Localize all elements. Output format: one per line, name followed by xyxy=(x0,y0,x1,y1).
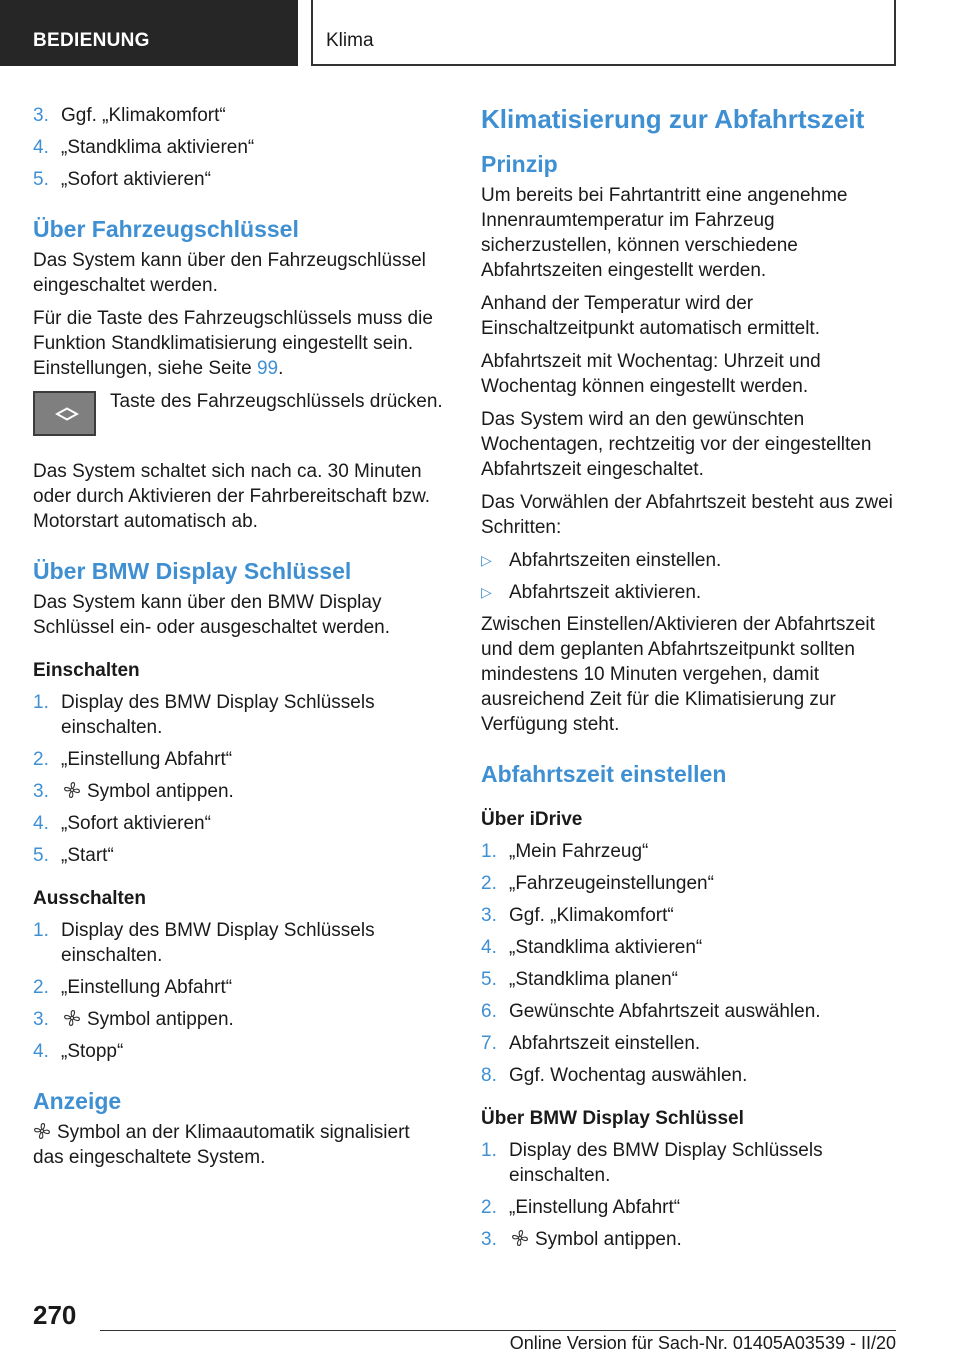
step-text: „Standklima aktivieren“ xyxy=(509,937,703,958)
list-item xyxy=(481,839,896,864)
step-text: Symbol antippen. xyxy=(87,1009,234,1030)
step-text: „Standklima planen“ xyxy=(509,969,678,990)
footer-divider xyxy=(100,1330,896,1331)
key-button-text: Taste des Fahrzeugschlüssels drücken. xyxy=(110,391,443,412)
step-number: 6. xyxy=(481,1001,497,1022)
section-tab: BEDIENUNG xyxy=(0,0,298,66)
principle-paragraph-5: Das Vorwählen der Abfahrtszeit besteht aus zwei Schritten: xyxy=(481,492,893,538)
step-text: „Mein Fahrzeug“ xyxy=(509,841,649,862)
step-number: 3. xyxy=(481,1229,497,1250)
list-item xyxy=(33,1007,443,1032)
list-item xyxy=(481,1195,896,1220)
step-text: Gewünschte Abfahrtszeit auswählen. xyxy=(509,1001,821,1022)
step-number: 2. xyxy=(33,977,49,998)
step-number: 1. xyxy=(33,920,49,941)
key-paragraph-2 xyxy=(33,306,443,381)
footer-edition-text: Online Version für Sach-Nr. 01405A03539 - II/20 xyxy=(509,1333,896,1353)
step-number: 8. xyxy=(481,1065,497,1086)
step-number: 4. xyxy=(481,937,497,958)
list-item xyxy=(481,1031,896,1056)
step-number: 5. xyxy=(33,845,49,866)
bullet-text: Abfahrtszeit aktivieren. xyxy=(509,582,702,603)
idrive-steps xyxy=(481,839,896,1088)
step-number: 2. xyxy=(481,1197,497,1218)
step-text: Display des BMW Display Schlüssels einschalten. xyxy=(509,1140,823,1186)
step-number: 2. xyxy=(33,749,49,770)
key-diamond-icon xyxy=(55,407,79,421)
step-number: 4. xyxy=(33,137,49,158)
switch-off-heading: Ausschalten xyxy=(33,888,146,909)
step-text: Symbol antippen. xyxy=(87,781,234,802)
intro-steps xyxy=(33,103,443,192)
principle-paragraph-4: Das System wird an den gewünschten Wochentagen, rechtzeitig vor der eingestellten Abfahrtszeit eingeschaltet. xyxy=(481,409,872,480)
step-text: „Einstellung Abfahrt“ xyxy=(509,1197,681,1218)
triangle-bullet-icon: ▷ xyxy=(481,552,492,568)
principle-paragraph-3: Abfahrtszeit mit Wochentag: Uhrzeit und Wochentag können eingestellt werden. xyxy=(481,351,821,397)
list-item xyxy=(33,747,443,772)
steps-bullet-list xyxy=(481,548,896,605)
list-item xyxy=(481,935,896,960)
list-item xyxy=(481,903,896,928)
list-item xyxy=(481,1138,896,1188)
page-link[interactable]: 99 xyxy=(256,358,279,379)
list-item xyxy=(481,1227,896,1252)
list-item xyxy=(481,967,896,992)
page-number: 270 xyxy=(33,1300,77,1330)
key-paragraph-2-end: . xyxy=(278,358,284,379)
bullet-text: Abfahrtszeiten einstellen. xyxy=(509,550,722,571)
key-button-row xyxy=(33,389,443,445)
list-item xyxy=(481,548,896,573)
step-text: „Sofort aktivieren“ xyxy=(61,169,211,190)
key-paragraph-1: Das System kann über den Fahrzeugschlüssel eingeschaltet werden. xyxy=(33,250,426,296)
list-item xyxy=(481,580,896,605)
step-number: 7. xyxy=(481,1033,497,1054)
list-item xyxy=(481,1063,896,1088)
list-item xyxy=(33,135,443,160)
step-text: Ggf. „Klimakomfort“ xyxy=(61,105,226,126)
list-item xyxy=(33,1039,443,1064)
step-text: Ggf. „Klimakomfort“ xyxy=(509,905,674,926)
step-text: „Einstellung Abfahrt“ xyxy=(61,749,233,770)
switch-off-steps xyxy=(33,918,443,1064)
chapter-title: Klima xyxy=(311,0,896,66)
switch-on-steps xyxy=(33,690,443,868)
set-departure-heading: Abfahrtszeit einstellen xyxy=(481,761,727,787)
display-key-steps xyxy=(481,1138,896,1252)
display-key-heading: Über BMW Display Schlüssel xyxy=(33,558,352,584)
principle-paragraph-2: Anhand der Temperatur wird der Einschaltzeitpunkt automatisch ermittelt. xyxy=(481,293,820,339)
indicator-heading: Anzeige xyxy=(33,1088,122,1114)
step-text: „Stopp“ xyxy=(61,1041,124,1062)
list-item xyxy=(33,811,443,836)
fan-icon xyxy=(511,1229,529,1247)
key-paragraph-3: Das System schaltet sich nach ca. 30 Minuten oder durch Aktivieren der Fahrbereitschaft bzw. Motorstart automatisch ab. xyxy=(33,461,431,532)
principle-heading: Prinzip xyxy=(481,151,558,177)
step-number: 4. xyxy=(33,1041,49,1062)
step-text: „Sofort aktivieren“ xyxy=(61,813,211,834)
step-number: 3. xyxy=(33,781,49,802)
list-item xyxy=(33,779,443,804)
step-number: 2. xyxy=(481,873,497,894)
step-text: „Fahrzeugeinstellungen“ xyxy=(509,873,714,894)
principle-paragraph-6: Zwischen Einstellen/Aktivieren der Abfahrtszeit und dem geplanten Abfahrtszeitpunkt sollten mindestens 10 Minuten vergehen, damit ausreichend Zeit für die Klimatisierung zur Verfügung steht. xyxy=(481,614,875,735)
step-number: 3. xyxy=(33,1009,49,1030)
fan-icon xyxy=(63,1009,81,1027)
list-item xyxy=(33,167,443,192)
step-text: Display des BMW Display Schlüssels einschalten. xyxy=(61,692,375,738)
idrive-heading: Über iDrive xyxy=(481,809,583,830)
list-item xyxy=(481,871,896,896)
list-item xyxy=(33,918,443,968)
section-title: Klimatisierung zur Abfahrtszeit xyxy=(481,104,865,134)
step-text: „Start“ xyxy=(61,845,114,866)
list-item xyxy=(33,975,443,1000)
key-paragraph-2-text: Für die Taste des Fahrzeugschlüssels muss die Funktion Standklimatisierung eingestellt sein. Einstellungen, siehe Seite xyxy=(33,308,433,379)
key-heading: Über Fahrzeugschlüssel xyxy=(33,216,299,242)
step-text: Symbol antippen. xyxy=(535,1229,682,1250)
principle-paragraph-1: Um bereits bei Fahrtantritt eine angenehme Innenraumtemperatur im Fahrzeug sicherzustellen, können verschiedene Abfahrtszeiten eingestellt werden. xyxy=(481,185,848,281)
fan-icon xyxy=(63,781,81,799)
step-text: Abfahrtszeit einstellen. xyxy=(509,1033,701,1054)
left-column xyxy=(33,103,443,1178)
triangle-bullet-icon: ▷ xyxy=(481,584,492,600)
indicator-text: Symbol an der Klimaautomatik signalisiert das eingeschaltete System. xyxy=(33,1122,410,1168)
indicator-paragraph xyxy=(33,1120,443,1170)
step-number: 1. xyxy=(33,692,49,713)
display-key-paragraph: Das System kann über den BMW Display Schlüssel ein- oder ausgeschaltet werden. xyxy=(33,592,390,638)
step-number: 5. xyxy=(481,969,497,990)
switch-on-heading: Einschalten xyxy=(33,660,140,681)
display-key-heading-right: Über BMW Display Schlüssel xyxy=(481,1108,744,1129)
step-number: 4. xyxy=(33,813,49,834)
car-key-button-image xyxy=(33,391,96,436)
list-item xyxy=(481,999,896,1024)
step-text: „Einstellung Abfahrt“ xyxy=(61,977,233,998)
step-number: 5. xyxy=(33,169,49,190)
fan-icon xyxy=(33,1122,51,1140)
step-number: 3. xyxy=(33,105,49,126)
page-header xyxy=(0,0,960,66)
step-number: 1. xyxy=(481,841,497,862)
right-column xyxy=(481,103,896,1259)
list-item xyxy=(33,843,443,868)
list-item xyxy=(33,103,443,128)
step-text: Display des BMW Display Schlüssels einschalten. xyxy=(61,920,375,966)
step-number: 3. xyxy=(481,905,497,926)
step-text: „Standklima aktivieren“ xyxy=(61,137,255,158)
step-text: Ggf. Wochentag auswählen. xyxy=(509,1065,748,1086)
list-item xyxy=(33,690,443,740)
step-number: 1. xyxy=(481,1140,497,1161)
